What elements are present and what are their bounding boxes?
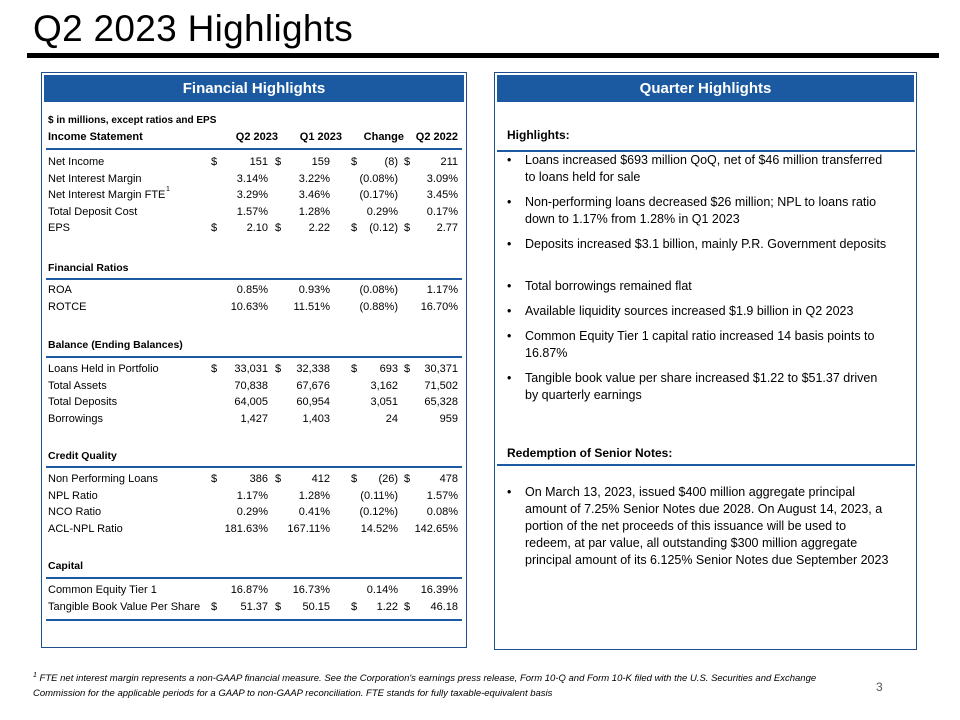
currency-symbol: $ xyxy=(211,473,218,485)
cell-value: 70,838 xyxy=(234,379,268,392)
bullet-text: On March 13, 2023, issued $400 million aggregate principal amount of 7.25% Senior Notes due 2028. On August 14, 2023, a portion of the net proceeds of this issuance will be used to redeem, at par value, all outstanding $300 million aggregate principal amount of its 6.125% Senior Notes due September 2023 xyxy=(525,485,889,567)
bullet-text: Non-performing loans decreased $26 million; NPL to loans ratio down to 1.17% from 1.28% in Q1 2023 xyxy=(525,195,877,226)
column-header: Q2 2022 xyxy=(415,131,458,143)
section-divider xyxy=(46,356,462,358)
bullet-item xyxy=(507,152,892,186)
table-row xyxy=(48,523,462,539)
cell-value: (0.12%) xyxy=(359,506,398,518)
row-label: Net Interest Margin xyxy=(48,172,142,185)
cell-value: 16.70% xyxy=(420,300,458,313)
column-header: Q2 2023 xyxy=(235,131,278,143)
cell-value: 3.29% xyxy=(236,189,268,201)
currency-symbol: $ xyxy=(404,363,411,375)
quarter-highlights-panel xyxy=(494,72,917,650)
currency-symbol: $ xyxy=(275,363,282,375)
currency-symbol: $ xyxy=(404,473,411,485)
footnote-mark: 1 xyxy=(33,672,37,679)
section-divider xyxy=(46,577,462,579)
footnote xyxy=(33,668,853,701)
page-number: 3 xyxy=(876,680,883,694)
cell-value: 0.93% xyxy=(298,284,330,296)
bullet-icon: • xyxy=(507,304,512,318)
section-divider xyxy=(46,278,462,280)
bullet-icon: • xyxy=(507,485,512,499)
table-row xyxy=(48,173,462,189)
cell-value: (0.08%) xyxy=(359,172,398,185)
cell-value: 16.39% xyxy=(420,584,458,596)
bullet-item xyxy=(507,194,892,228)
section-title: Credit Quality xyxy=(48,450,117,462)
cell-value: 67,676 xyxy=(296,379,330,392)
cell-value: 16.73% xyxy=(292,584,330,596)
row-label: Tangible Book Value Per Share xyxy=(48,600,201,613)
cell-value: 0.17% xyxy=(426,205,458,218)
currency-symbol: $ xyxy=(275,156,282,168)
cell-value: 71,502 xyxy=(424,379,458,392)
cell-value: 1,403 xyxy=(302,412,330,425)
currency-symbol: $ xyxy=(275,473,282,485)
bullet-icon: • xyxy=(507,329,512,343)
currency-symbol: $ xyxy=(351,473,358,485)
title-divider xyxy=(27,53,939,58)
cell-value: 60,954 xyxy=(296,396,330,408)
table-row xyxy=(48,584,462,600)
cell-value: 151 xyxy=(249,156,268,168)
bullet-icon: • xyxy=(507,153,512,167)
cell-value: 1,427 xyxy=(240,412,268,425)
table-row xyxy=(48,222,462,238)
cell-value: 211 xyxy=(440,156,458,168)
bullet-icon: • xyxy=(507,195,512,209)
bullet-text: Common Equity Tier 1 capital ratio increased 14 basis points to 16.87% xyxy=(525,329,875,360)
cell-value: 10.63% xyxy=(230,300,268,313)
cell-value: 65,328 xyxy=(424,396,458,408)
cell-value: 1.28% xyxy=(298,489,330,502)
cell-value: 64,005 xyxy=(234,396,268,408)
cell-value: 1.22 xyxy=(376,600,398,613)
cell-value: 167.11% xyxy=(287,522,330,535)
column-header: Q1 2023 xyxy=(299,131,342,143)
highlights-subtitle: Highlights: xyxy=(507,128,570,142)
bullet-icon: • xyxy=(507,371,512,385)
row-label: EPS xyxy=(48,222,71,234)
cell-value: 14.52% xyxy=(360,522,398,535)
table-row xyxy=(48,380,462,396)
financial-highlights-header: Financial Highlights xyxy=(44,75,464,102)
bullet-item xyxy=(507,328,892,362)
table-row xyxy=(48,413,462,429)
cell-value: 412 xyxy=(311,473,330,485)
cell-value: 3,162 xyxy=(370,379,398,392)
bullet-text: Tangible book value per share increased $1.22 to $51.37 driven by quarterly earnings xyxy=(525,371,878,402)
table-end-divider xyxy=(46,619,462,621)
table-row xyxy=(48,363,462,379)
cell-value: 1.17% xyxy=(426,284,458,296)
cell-value: (0.11%) xyxy=(360,489,398,502)
row-label: Loans Held in Portfolio xyxy=(48,363,159,375)
currency-symbol: $ xyxy=(351,600,358,613)
table-row xyxy=(48,301,462,317)
section-title: Capital xyxy=(48,560,84,572)
quarter-highlights-header: Quarter Highlights xyxy=(497,75,914,102)
page-title: Q2 2023 Highlights xyxy=(33,8,354,49)
cell-value: (0.08%) xyxy=(359,284,398,296)
cell-value: 159 xyxy=(311,156,330,168)
bullet-item xyxy=(507,370,892,404)
currency-symbol: $ xyxy=(211,156,218,168)
cell-value: 0.85% xyxy=(236,284,268,296)
cell-value: 142.65% xyxy=(414,522,458,535)
table-row xyxy=(48,601,462,617)
header-divider xyxy=(46,148,462,150)
row-label: ROTCE xyxy=(48,300,87,313)
row-label: Total Assets xyxy=(48,379,107,392)
bullet-item xyxy=(507,484,892,569)
footnote-ref: 1 xyxy=(166,186,170,193)
cell-value: 386 xyxy=(249,473,268,485)
cell-value: 3.22% xyxy=(298,172,330,185)
table-row xyxy=(48,396,462,412)
cell-value: 0.29% xyxy=(366,205,398,218)
table-row xyxy=(48,490,462,506)
redemption-subtitle: Redemption of Senior Notes: xyxy=(507,446,673,460)
bullet-icon: • xyxy=(507,237,512,251)
row-label: Net Interest Margin FTE xyxy=(48,189,166,201)
row-label: Total Deposits xyxy=(48,396,118,408)
table-header-row xyxy=(48,131,462,147)
currency-symbol: $ xyxy=(211,363,218,375)
bullet-text: Deposits increased $3.1 billion, mainly P.R. Government deposits xyxy=(525,237,887,251)
bullet-text: Total borrowings remained flat xyxy=(525,279,692,293)
row-label: ACL-NPL Ratio xyxy=(48,522,123,535)
cell-value: 959 xyxy=(439,412,458,425)
column-header: Income Statement xyxy=(48,131,143,143)
currency-symbol: $ xyxy=(275,222,282,234)
cell-value: 33,031 xyxy=(234,363,268,375)
section-title: Financial Ratios xyxy=(48,262,129,274)
row-label: ROA xyxy=(48,284,72,296)
cell-value: 3.46% xyxy=(298,189,330,201)
cell-value: 2.77 xyxy=(436,222,458,234)
cell-value: 0.08% xyxy=(426,506,458,518)
cell-value: 0.41% xyxy=(298,506,330,518)
footnote-text: FTE net interest margin represents a non-GAAP financial measure. See the Corporation's earnings press release, Form 10-Q and Form 10-K filed with the U.S. Securities and Exchange Commission for the applicable periods for a GAAP to non-GAAP reconciliation. FTE stands for fully taxable-equivalent basis xyxy=(33,673,817,700)
table-row xyxy=(48,506,462,522)
cell-value: 2.22 xyxy=(308,222,330,234)
row-label: Total Deposit Cost xyxy=(48,205,138,218)
currency-symbol: $ xyxy=(351,363,358,375)
cell-value: 3,051 xyxy=(370,396,398,408)
section-divider xyxy=(46,466,462,468)
cell-value: 1.57% xyxy=(236,205,268,218)
cell-value: 24 xyxy=(385,412,398,425)
cell-value: 478 xyxy=(439,473,458,485)
cell-value: 1.28% xyxy=(298,205,330,218)
cell-value: (0.12) xyxy=(369,222,398,234)
cell-value: 3.45% xyxy=(426,189,458,201)
currency-symbol: $ xyxy=(351,222,358,234)
cell-value: 2.10 xyxy=(246,222,268,234)
cell-value: (8) xyxy=(384,156,398,168)
cell-value: (0.88%) xyxy=(359,300,398,313)
cell-value: 50.15 xyxy=(302,600,330,613)
cell-value: (26) xyxy=(378,473,398,485)
cell-value: 1.57% xyxy=(426,489,458,502)
currency-symbol: $ xyxy=(275,600,282,613)
bullet-icon: • xyxy=(507,279,512,293)
cell-value: (0.17%) xyxy=(359,189,398,201)
cell-value: 0.29% xyxy=(236,506,268,518)
cell-value: 32,338 xyxy=(296,363,330,375)
bullet-item xyxy=(507,236,892,253)
cell-value: 1.17% xyxy=(236,489,268,502)
row-label: Net Income xyxy=(48,156,105,168)
row-label: NPL Ratio xyxy=(48,489,98,502)
cell-value: 46.18 xyxy=(430,600,458,613)
row-label: Common Equity Tier 1 xyxy=(48,584,157,596)
cell-value: 30,371 xyxy=(424,363,458,375)
redemption-divider xyxy=(497,464,915,466)
table-row xyxy=(48,284,462,300)
row-label: Non Performing Loans xyxy=(48,473,159,485)
financial-highlights-panel xyxy=(41,72,467,648)
cell-value: 11.51% xyxy=(293,300,330,313)
bullet-item xyxy=(507,278,892,295)
table-row xyxy=(48,186,462,205)
row-label: Borrowings xyxy=(48,412,104,425)
table-row xyxy=(48,156,462,172)
units-note: $ in millions, except ratios and EPS xyxy=(48,115,217,126)
table-row xyxy=(48,206,462,222)
cell-value: 51.37 xyxy=(240,600,268,613)
cell-value: 3.09% xyxy=(426,172,458,185)
currency-symbol: $ xyxy=(404,222,411,234)
bullet-item xyxy=(507,303,892,320)
currency-symbol: $ xyxy=(404,156,411,168)
cell-value: 0.14% xyxy=(366,584,398,596)
table-row xyxy=(48,473,462,489)
column-header: Change xyxy=(363,131,404,143)
row-label: NCO Ratio xyxy=(48,506,102,518)
currency-symbol: $ xyxy=(211,222,218,234)
cell-value: 181.63% xyxy=(224,522,268,535)
cell-value: 16.87% xyxy=(230,584,268,596)
bullet-text: Loans increased $693 million QoQ, net of $46 million transferred to loans held for sale xyxy=(525,153,883,184)
currency-symbol: $ xyxy=(211,600,218,613)
cell-value: 3.14% xyxy=(236,172,268,185)
bullet-text: Available liquidity sources increased $1.9 billion in Q2 2023 xyxy=(525,304,854,318)
section-title: Balance (Ending Balances) xyxy=(48,339,183,351)
currency-symbol: $ xyxy=(404,600,411,613)
cell-value: 693 xyxy=(379,363,398,375)
currency-symbol: $ xyxy=(351,156,358,168)
